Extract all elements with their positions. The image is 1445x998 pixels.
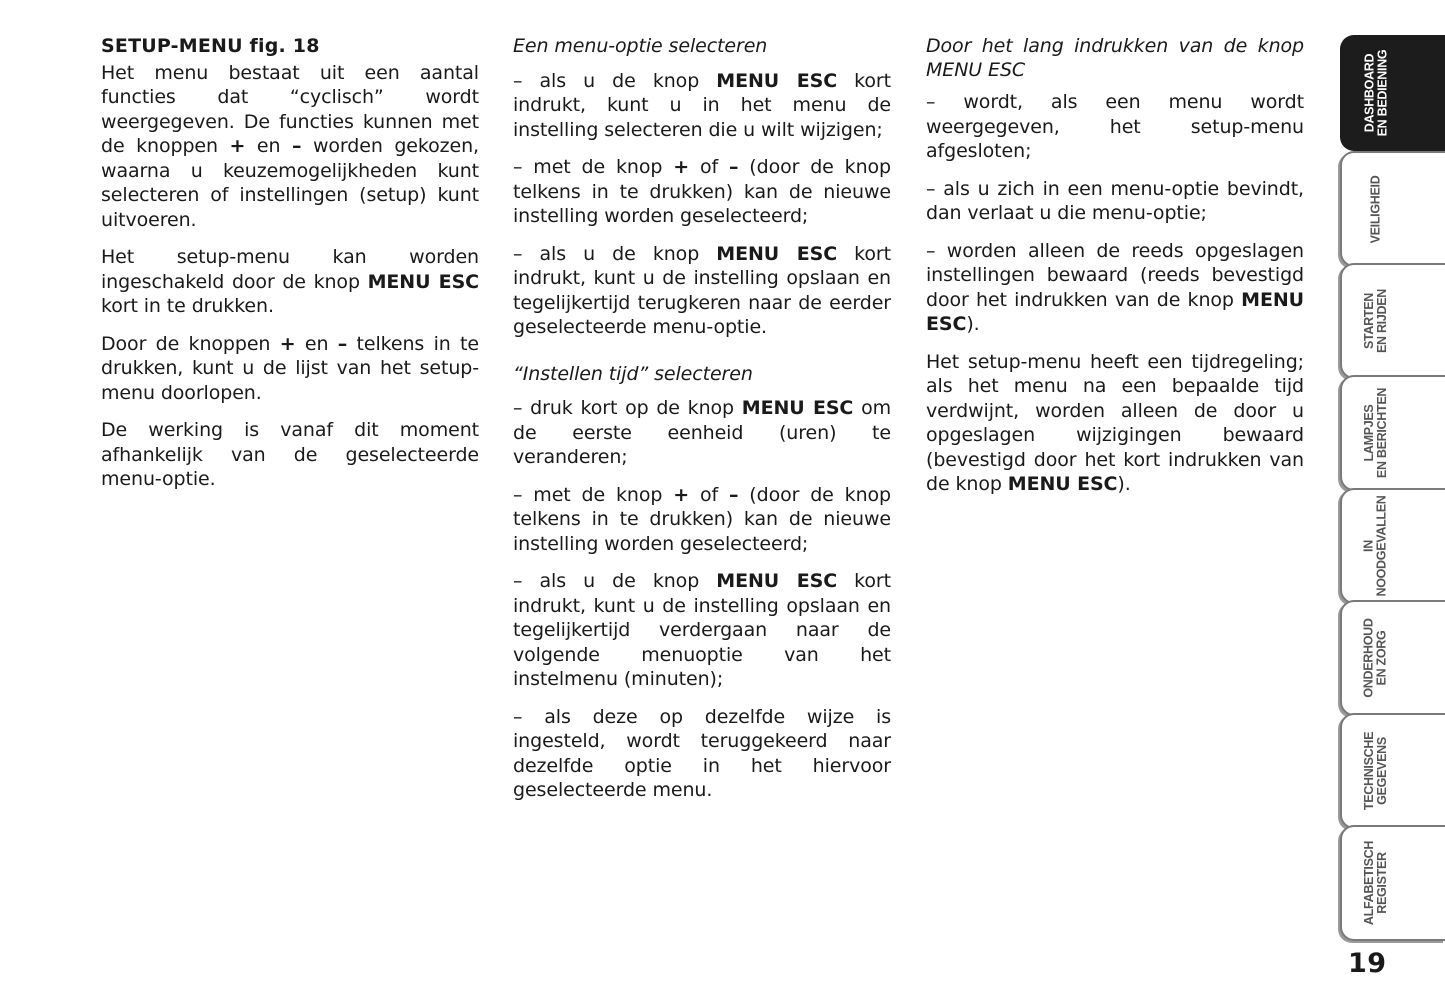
tab-label: ONDERHOUD EN ZORG: [1362, 618, 1389, 698]
bullet-leave-option: – als u zich in een menu-optie bevindt, dan verlaat u die menu-optie;: [926, 177, 1304, 224]
tab-label: IN NOODGEVALLEN: [1362, 495, 1390, 597]
menu-esc-key: MENU ESC: [367, 270, 479, 293]
minus-key: –: [728, 483, 739, 506]
paragraph-enable-setup: Het setup-menu kan worden ingeschakeld door de knop MENU ESC kort in te drukken.: [101, 246, 479, 317]
tab-label: TECHNISCHE GEGEVENS: [1362, 731, 1390, 811]
tab-dashboard[interactable]: [1340, 35, 1445, 151]
bullet-plus-minus: – met de knop + of – (door de knop telkens in te drukken) kan de nieuwe instelling worden geselecteerd;: [513, 156, 892, 227]
tab-noodgevallen[interactable]: [1340, 488, 1445, 604]
tab-starten[interactable]: [1340, 263, 1445, 379]
page-number: 19: [1348, 948, 1387, 979]
paragraph-scroll-list: Door de knoppen + en – telkens in te drukken, kunt u de lijst van het setup-menu doorlopen.: [101, 332, 479, 404]
section-heading: SETUP-MENU fig. 18: [101, 35, 320, 57]
menu-esc-key: MENU ESC: [716, 69, 838, 92]
menu-esc-key: MENU ESC: [716, 242, 838, 265]
column-right: [926, 34, 1304, 510]
menu-esc-key: MENU ESC: [741, 397, 854, 419]
minus-key: –: [337, 332, 348, 355]
tab-label: LAMPJES EN BERICHTEN: [1362, 387, 1389, 479]
tab-onderhoud[interactable]: [1340, 600, 1445, 716]
paragraph-timeout: Het setup-menu heeft een tijdregeling; als het menu na een bepaalde tijd verdwijnt, worden alleen de door u opgeslagen wijzigingen bewaard (bevestigd door het kort indrukken van de knop MENU ESC).: [926, 350, 1304, 495]
subheading-long-press: Door het lang indrukken van de knop MENU ESC: [926, 35, 1304, 81]
bullet-save-return: – als u de knop MENU ESC kort indrukt, kunt u de instelling opslaan en tegelijkertijd terugkeren naar de eerder geselecteerde menu-optie.: [513, 242, 891, 338]
paragraph-operation: De werking is vanaf dit moment afhankelijk van de geselecteerde menu-optie.: [101, 419, 479, 490]
tab-label: DASHBOARD EN BEDIENING: [1362, 49, 1390, 137]
tab-register[interactable]: [1340, 825, 1445, 941]
tab-technische[interactable]: [1340, 713, 1445, 829]
menu-esc-key: MENU ESC: [716, 570, 838, 592]
tab-label: ALFABETISCH REGISTER: [1362, 840, 1390, 926]
minus-key: –: [728, 156, 739, 178]
plus-key: +: [229, 135, 246, 157]
plus-key: +: [673, 156, 690, 178]
column-middle: [513, 34, 891, 816]
bullet-return-option: – als deze op dezelfde wijze is ingesteld, wordt teruggekeerd naar dezelfde optie in het hiervoor geselecteerde menu.: [513, 705, 891, 801]
tab-veiligheid[interactable]: [1340, 151, 1445, 267]
column-left: [101, 34, 479, 505]
subheading-select-option: Een menu-optie selecteren: [513, 35, 768, 57]
bullet-close-menu: – wordt, als een menu wordt weergegeven, het setup-menu afgesloten;: [926, 91, 1304, 162]
plus-key: +: [279, 332, 296, 355]
bullet-change-hours: – druk kort op de knop MENU ESC om de eerste eenheid (uren) te veranderen;: [513, 397, 891, 468]
tab-lampjes[interactable]: [1340, 375, 1445, 491]
minus-key: –: [291, 135, 302, 157]
subheading-set-time: “Instellen tijd” selecteren: [513, 362, 753, 385]
tab-label: VEILIGHEID: [1368, 175, 1383, 243]
bullet-plus-minus-time: – met de knop + of – (door de knop telkens in te drukken) kan de nieuwe instelling worden geselecteerd;: [513, 483, 892, 555]
bullet-select-setting: – als u de knop MENU ESC kort indrukt, kunt u in het menu de instelling selecteren die u wilt wijzigen;: [513, 69, 891, 141]
menu-esc-key: MENU ESC: [1007, 473, 1118, 495]
paragraph-menu-intro: Het menu bestaat uit een aantal functies dat “cyclisch” wordt weergegeven. De functies kunnen met de knoppen + en – worden gekozen, waarna u keuzemogelijkheden kunt selecteren of instellingen (setup) kunt uitvoeren.: [101, 61, 479, 231]
menu-esc-key: MENU ESC: [926, 288, 1304, 335]
tab-label: STARTEN EN RIJDEN: [1362, 289, 1390, 353]
bullet-save-next: – als u de knop MENU ESC kort indrukt, kunt u de instelling opslaan en tegelijkertijd verdergaan naar de volgende menuoptie van het instelmenu (minuten);: [513, 570, 891, 690]
bullet-keep-settings: – worden alleen de reeds opgeslagen instellingen bewaard (reeds bevestigd door het indrukken van de knop MENU ESC).: [926, 239, 1304, 335]
plus-key: +: [673, 483, 690, 506]
